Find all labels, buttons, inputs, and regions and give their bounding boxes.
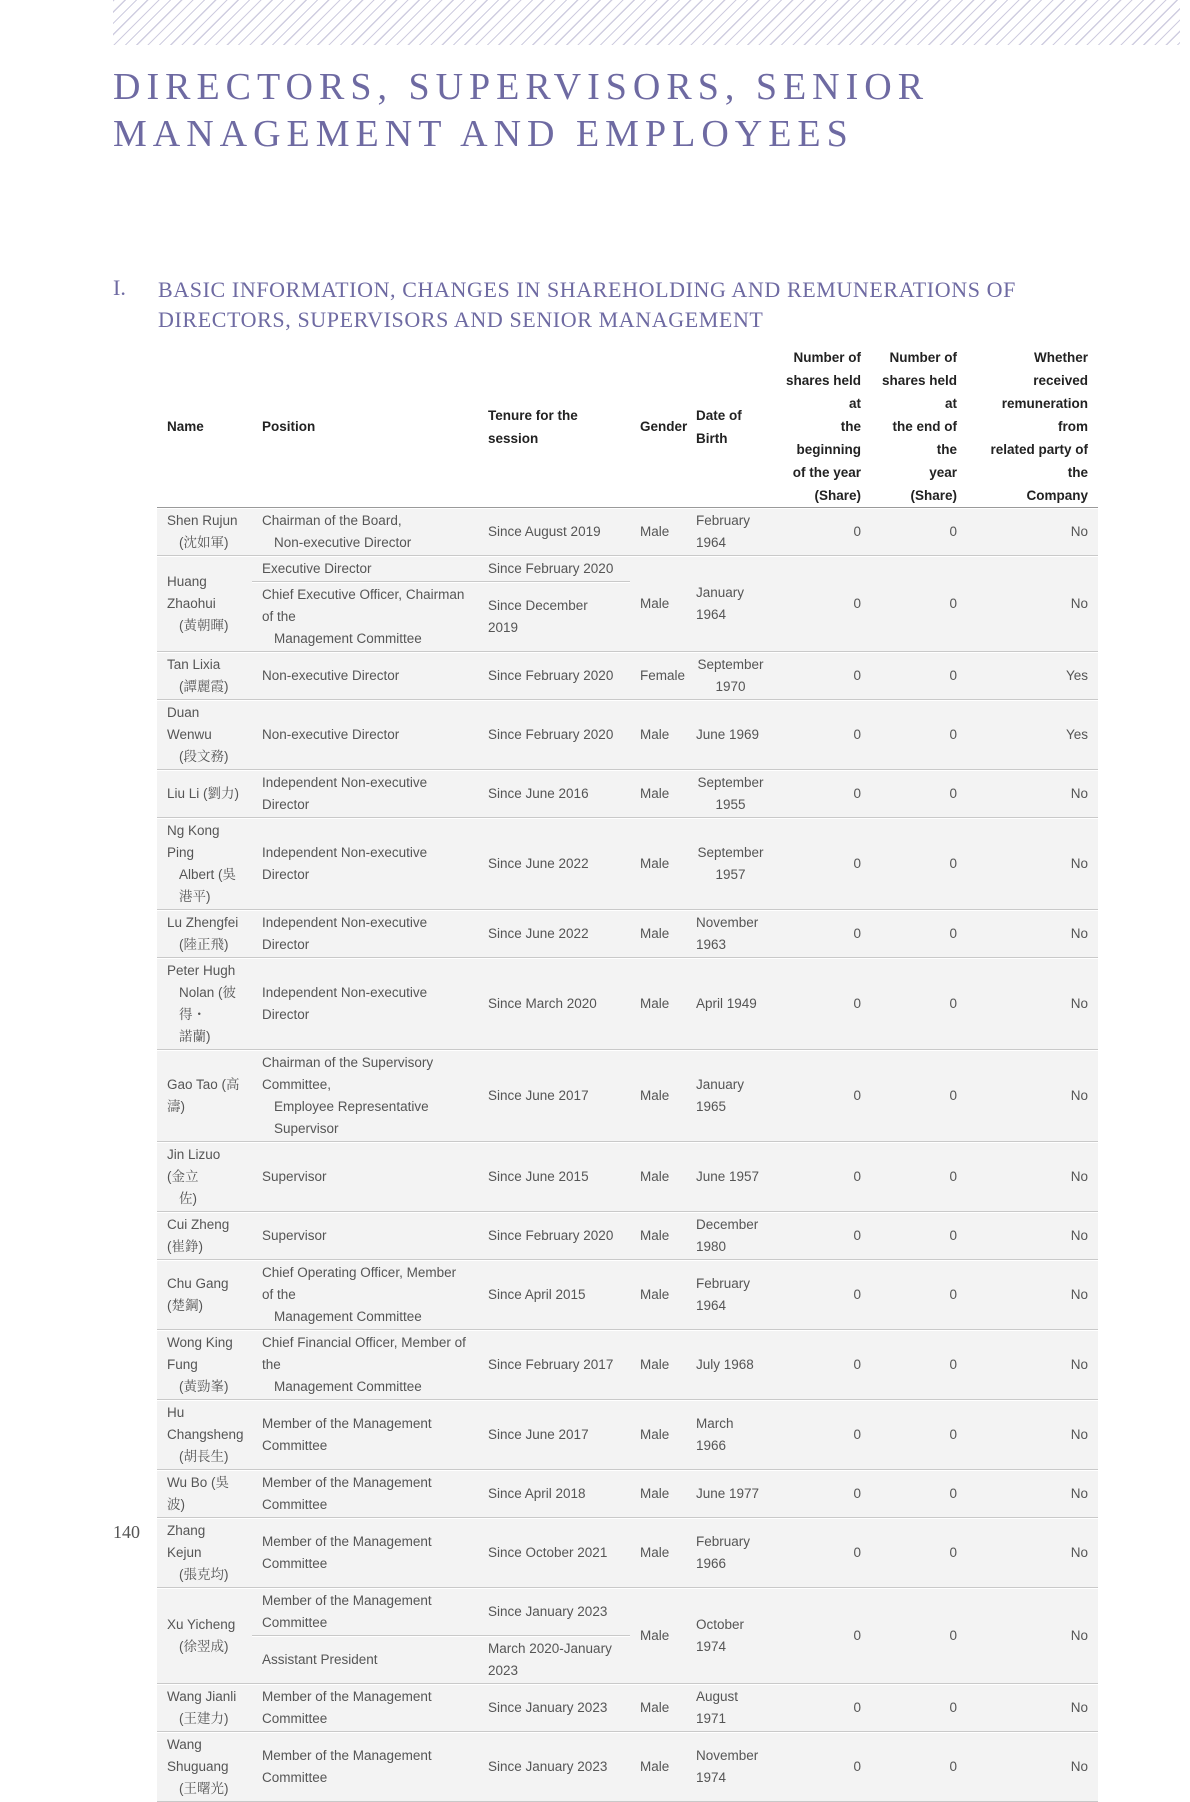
cell-line: Assistant President bbox=[262, 1652, 378, 1667]
cell-shares-begin: 0 bbox=[775, 1400, 871, 1470]
section-title-line-1: BASIC INFORMATION, CHANGES IN SHAREHOLDING AND REMUNERATIONS OF bbox=[158, 277, 1016, 302]
cell-line: Chief Operating Officer, Member of the bbox=[262, 1265, 457, 1302]
cell-shares-end: 0 bbox=[871, 652, 967, 700]
cell-tenure: Since February 2020 bbox=[478, 652, 630, 700]
cell-line: Supervisor bbox=[262, 1169, 327, 1184]
cell-gender: Male bbox=[630, 700, 686, 770]
header-remuneration bbox=[967, 346, 1098, 508]
cell-line: February 1966 bbox=[696, 1534, 751, 1571]
cell-shares-end: 0 bbox=[871, 818, 967, 910]
cell-line: Shen Rujun bbox=[167, 513, 238, 528]
table-row bbox=[157, 1470, 1098, 1518]
cell-shares-end: 0 bbox=[871, 700, 967, 770]
header-remuneration-line: related party of the bbox=[990, 442, 1088, 480]
cell-position bbox=[252, 1142, 478, 1212]
cell-position bbox=[252, 1518, 478, 1588]
page-title bbox=[113, 64, 929, 158]
cell-name bbox=[157, 1330, 252, 1400]
cell-line: Member of the Management Committee bbox=[262, 1748, 432, 1785]
cell-line: 諾蘭) bbox=[179, 1029, 211, 1044]
cell-name bbox=[157, 1212, 252, 1260]
cell-gender: Female bbox=[630, 652, 686, 700]
page-title-line-1: DIRECTORS, SUPERVISORS, SENIOR bbox=[113, 66, 930, 108]
cell-dob bbox=[686, 1260, 775, 1330]
cell-position: Executive Director bbox=[252, 556, 478, 582]
cell-line: Member of the Management Committee bbox=[262, 1689, 432, 1726]
cell-line: 1957 bbox=[715, 867, 746, 882]
table-row bbox=[157, 1050, 1098, 1142]
cell-position bbox=[252, 652, 478, 700]
cell-name bbox=[157, 1400, 252, 1470]
table-row bbox=[157, 1260, 1098, 1330]
cell-line: (譚麗霞) bbox=[179, 679, 229, 694]
cell-line: Duan Wenwu bbox=[167, 705, 212, 742]
header-shares-end-line: shares held at bbox=[881, 373, 957, 411]
cell-line: Independent Non-executive Director bbox=[262, 915, 428, 952]
cell-remuneration: No bbox=[967, 958, 1098, 1050]
cell-shares-end: 0 bbox=[871, 1470, 967, 1518]
header-shares-begin-line: of the year bbox=[792, 465, 861, 480]
cell-line: Employee Representative Supervisor bbox=[274, 1099, 429, 1136]
cell-shares-begin: 0 bbox=[775, 818, 871, 910]
cell-tenure: Since April 2015 bbox=[478, 1260, 630, 1330]
cell-position bbox=[252, 1260, 478, 1330]
cell-shares-begin: 0 bbox=[775, 1470, 871, 1518]
cell-remuneration: No bbox=[967, 910, 1098, 958]
cell-line: (黃朝暉) bbox=[179, 618, 229, 633]
header-position: Position bbox=[252, 346, 478, 508]
cell-dob bbox=[686, 1050, 775, 1142]
cell-dob bbox=[686, 1400, 775, 1470]
section-title bbox=[158, 275, 1098, 335]
section-number: I. bbox=[113, 275, 126, 300]
cell-line: (段文務) bbox=[179, 749, 229, 764]
cell-dob bbox=[686, 556, 775, 652]
cell-line: (陸正飛) bbox=[179, 937, 229, 952]
cell-position bbox=[252, 910, 478, 958]
cell-tenure: Since February 2017 bbox=[478, 1330, 630, 1400]
cell-gender: Male bbox=[630, 1260, 686, 1330]
cell-line: Xu Yicheng bbox=[167, 1617, 236, 1632]
cell-line: Ng Kong Ping bbox=[167, 823, 220, 860]
cell-line: June 1957 bbox=[696, 1169, 760, 1184]
cell-line: September bbox=[697, 775, 764, 790]
cell-name bbox=[157, 958, 252, 1050]
table-body bbox=[157, 508, 1098, 1802]
directors-table bbox=[157, 346, 1098, 1802]
cell-tenure: Since February 2020 bbox=[478, 1212, 630, 1260]
cell-position bbox=[252, 1684, 478, 1732]
cell-shares-begin: 0 bbox=[775, 1518, 871, 1588]
cell-position bbox=[252, 770, 478, 818]
cell-tenure: Since June 2017 bbox=[478, 1050, 630, 1142]
header-shares-end bbox=[871, 346, 967, 508]
table-row bbox=[157, 1684, 1098, 1732]
cell-name bbox=[157, 1142, 252, 1212]
cell-line: Chief Executive Officer, Chairman of the bbox=[262, 587, 465, 624]
cell-remuneration: No bbox=[967, 1518, 1098, 1588]
cell-dob bbox=[686, 818, 775, 910]
cell-line: 1955 bbox=[715, 797, 746, 812]
cell-name bbox=[157, 1518, 252, 1588]
header-shares-end-line: year (Share) bbox=[910, 465, 957, 503]
cell-remuneration: Yes bbox=[967, 700, 1098, 770]
header-dob: Date of Birth bbox=[686, 346, 775, 508]
cell-remuneration: No bbox=[967, 1732, 1098, 1802]
cell-gender: Male bbox=[630, 1684, 686, 1732]
cell-gender: Male bbox=[630, 958, 686, 1050]
page-title-line-2: MANAGEMENT AND EMPLOYEES bbox=[113, 113, 854, 155]
cell-shares-end: 0 bbox=[871, 1732, 967, 1802]
cell-shares-begin: 0 bbox=[775, 910, 871, 958]
cell-line: Zhang Kejun bbox=[167, 1523, 206, 1560]
cell-line: (徐翌成) bbox=[179, 1639, 229, 1654]
cell-dob bbox=[686, 700, 775, 770]
cell-line: Tan Lixia bbox=[167, 657, 221, 672]
table-row bbox=[157, 770, 1098, 818]
cell-remuneration: No bbox=[967, 1588, 1098, 1684]
cell-tenure: Since June 2022 bbox=[478, 818, 630, 910]
header-tenure: Tenure for the session bbox=[478, 346, 630, 508]
cell-gender: Male bbox=[630, 1518, 686, 1588]
cell-dob bbox=[686, 508, 775, 556]
cell-line: Albert (吳港平) bbox=[179, 867, 237, 904]
cell-line: June 1977 bbox=[696, 1486, 760, 1501]
cell-line: June 1969 bbox=[696, 727, 760, 742]
cell-shares-begin: 0 bbox=[775, 700, 871, 770]
cell-line: Management Committee bbox=[274, 1309, 422, 1324]
cell-gender: Male bbox=[630, 1212, 686, 1260]
cell-remuneration: No bbox=[967, 1470, 1098, 1518]
cell-tenure: Since March 2020 bbox=[478, 958, 630, 1050]
cell-gender: Male bbox=[630, 1050, 686, 1142]
cell-line: 佐) bbox=[179, 1191, 197, 1206]
cell-shares-begin: 0 bbox=[775, 1142, 871, 1212]
cell-line: February 1964 bbox=[696, 1276, 751, 1313]
cell-shares-end: 0 bbox=[871, 556, 967, 652]
cell-line: Supervisor bbox=[262, 1228, 327, 1243]
cell-shares-begin: 0 bbox=[775, 958, 871, 1050]
table-row bbox=[157, 1588, 1098, 1636]
decorative-hatch-band bbox=[113, 0, 1180, 45]
cell-tenure: Since October 2021 bbox=[478, 1518, 630, 1588]
table-row bbox=[157, 1142, 1098, 1212]
cell-remuneration: No bbox=[967, 1684, 1098, 1732]
cell-line: Management Committee bbox=[274, 1379, 422, 1394]
cell-gender: Male bbox=[630, 818, 686, 910]
cell-line: November 1974 bbox=[696, 1748, 759, 1785]
cell-name bbox=[157, 818, 252, 910]
cell-gender: Male bbox=[630, 1470, 686, 1518]
cell-name bbox=[157, 770, 252, 818]
table-row bbox=[157, 1212, 1098, 1260]
cell-shares-end: 0 bbox=[871, 1684, 967, 1732]
cell-line: Wong King Fung bbox=[167, 1335, 233, 1372]
table-row bbox=[157, 1732, 1098, 1802]
cell-position bbox=[252, 582, 478, 652]
cell-remuneration: No bbox=[967, 1212, 1098, 1260]
cell-dob bbox=[686, 1518, 775, 1588]
cell-name bbox=[157, 1732, 252, 1802]
cell-remuneration: No bbox=[967, 1330, 1098, 1400]
cell-name bbox=[157, 1588, 252, 1684]
cell-line: Chairman of the Supervisory Committee, bbox=[262, 1055, 434, 1092]
cell-shares-begin: 0 bbox=[775, 1588, 871, 1684]
page-number: 140 bbox=[113, 1522, 140, 1542]
cell-shares-end: 0 bbox=[871, 1260, 967, 1330]
cell-line: Huang Zhaohui bbox=[167, 574, 216, 611]
cell-remuneration: No bbox=[967, 1050, 1098, 1142]
cell-dob bbox=[686, 910, 775, 958]
cell-shares-begin: 0 bbox=[775, 1732, 871, 1802]
cell-remuneration: No bbox=[967, 770, 1098, 818]
table-row bbox=[157, 700, 1098, 770]
cell-shares-begin: 0 bbox=[775, 652, 871, 700]
cell-gender: Male bbox=[630, 1142, 686, 1212]
cell-line: November 1963 bbox=[696, 915, 759, 952]
cell-shares-begin: 0 bbox=[775, 1050, 871, 1142]
table-row bbox=[157, 508, 1098, 556]
cell-shares-end: 0 bbox=[871, 1330, 967, 1400]
cell-line: (王建力) bbox=[179, 1711, 229, 1726]
header-gender: Gender bbox=[630, 346, 686, 508]
cell-gender: Male bbox=[630, 770, 686, 818]
cell-name bbox=[157, 652, 252, 700]
cell-name bbox=[157, 1260, 252, 1330]
cell-shares-end: 0 bbox=[871, 508, 967, 556]
cell-name bbox=[157, 910, 252, 958]
cell-position bbox=[252, 1636, 478, 1684]
cell-line: January 1964 bbox=[696, 585, 745, 622]
cell-line: Nolan (彼得・ bbox=[179, 985, 237, 1022]
cell-gender: Male bbox=[630, 910, 686, 958]
header-shares-begin-line: shares held at bbox=[785, 373, 861, 411]
header-shares-begin bbox=[775, 346, 871, 508]
header-remuneration-line: Company bbox=[1026, 488, 1088, 503]
cell-line: Independent Non-executive Director bbox=[262, 985, 428, 1022]
cell-position bbox=[252, 1212, 478, 1260]
cell-remuneration: No bbox=[967, 1400, 1098, 1470]
header-shares-begin-line: Number of bbox=[793, 350, 861, 365]
cell-line: Non-executive Director bbox=[262, 727, 400, 742]
cell-dob bbox=[686, 770, 775, 818]
cell-line: Chairman of the Board, bbox=[262, 513, 402, 528]
cell-line: Liu Li (劉力) bbox=[167, 786, 240, 801]
cell-shares-begin: 0 bbox=[775, 1212, 871, 1260]
cell-line: (黃勁峯) bbox=[179, 1379, 229, 1394]
cell-dob bbox=[686, 1588, 775, 1684]
cell-tenure: Since June 2016 bbox=[478, 770, 630, 818]
cell-line: July 1968 bbox=[696, 1357, 754, 1372]
cell-tenure: Since June 2022 bbox=[478, 910, 630, 958]
cell-name bbox=[157, 1470, 252, 1518]
cell-line: Jin Lizuo (金立 bbox=[167, 1147, 221, 1184]
cell-gender: Male bbox=[630, 1400, 686, 1470]
cell-line: Cui Zheng (崔錚) bbox=[167, 1217, 230, 1254]
header-remuneration-line: remuneration from bbox=[1001, 396, 1088, 434]
cell-dob bbox=[686, 1142, 775, 1212]
cell-shares-begin: 0 bbox=[775, 508, 871, 556]
cell-tenure: Since February 2020 bbox=[478, 556, 630, 582]
cell-gender: Male bbox=[630, 1330, 686, 1400]
cell-name bbox=[157, 1684, 252, 1732]
cell-tenure: Since January 2023 bbox=[478, 1588, 630, 1636]
section-title-line-2: DIRECTORS, SUPERVISORS AND SENIOR MANAGEMENT bbox=[158, 307, 764, 332]
cell-line: Non-executive Director bbox=[274, 535, 412, 550]
cell-position bbox=[252, 700, 478, 770]
cell-shares-end: 0 bbox=[871, 1518, 967, 1588]
cell-line: Member of the Management Committee bbox=[262, 1475, 432, 1512]
cell-shares-end: 0 bbox=[871, 1400, 967, 1470]
cell-gender: Male bbox=[630, 1588, 686, 1684]
cell-line: Wu Bo (吳波) bbox=[167, 1475, 230, 1512]
cell-line: Gao Tao (高濤) bbox=[167, 1077, 240, 1114]
cell-shares-end: 0 bbox=[871, 910, 967, 958]
cell-remuneration: No bbox=[967, 1142, 1098, 1212]
cell-name bbox=[157, 508, 252, 556]
cell-position bbox=[252, 1330, 478, 1400]
cell-tenure: Since December 2019 bbox=[478, 582, 630, 652]
cell-remuneration: No bbox=[967, 818, 1098, 910]
cell-gender: Male bbox=[630, 1732, 686, 1802]
table-row bbox=[157, 910, 1098, 958]
cell-dob bbox=[686, 1212, 775, 1260]
cell-line: Peter Hugh bbox=[167, 963, 236, 978]
cell-dob bbox=[686, 1470, 775, 1518]
table-row bbox=[157, 818, 1098, 910]
cell-line: 1970 bbox=[715, 679, 746, 694]
cell-line: March 1966 bbox=[696, 1416, 734, 1453]
cell-shares-begin: 0 bbox=[775, 1330, 871, 1400]
cell-line: Management Committee bbox=[274, 631, 422, 646]
table-row bbox=[157, 1518, 1098, 1588]
cell-gender: Male bbox=[630, 556, 686, 652]
cell-line: Wang Jianli bbox=[167, 1689, 237, 1704]
cell-line: (胡長生) bbox=[179, 1449, 229, 1464]
cell-line: Member of the Management Committee bbox=[262, 1534, 432, 1571]
cell-line: Wang Shuguang bbox=[167, 1737, 229, 1774]
table-row bbox=[157, 1330, 1098, 1400]
cell-name bbox=[157, 556, 252, 652]
cell-line: April 1949 bbox=[696, 996, 757, 1011]
table-row bbox=[157, 652, 1098, 700]
cell-line: August 1971 bbox=[696, 1689, 739, 1726]
cell-tenure: Since February 2020 bbox=[478, 700, 630, 770]
cell-tenure: March 2020-January 2023 bbox=[478, 1636, 630, 1684]
cell-shares-end: 0 bbox=[871, 1142, 967, 1212]
cell-shares-begin: 0 bbox=[775, 1684, 871, 1732]
cell-position bbox=[252, 1400, 478, 1470]
cell-tenure: Since June 2015 bbox=[478, 1142, 630, 1212]
cell-shares-end: 0 bbox=[871, 958, 967, 1050]
cell-line: Member of the Management Committee bbox=[262, 1416, 432, 1453]
cell-line: January 1965 bbox=[696, 1077, 745, 1114]
header-shares-end-line: the end of the bbox=[892, 419, 957, 457]
cell-position bbox=[252, 1470, 478, 1518]
cell-dob bbox=[686, 1732, 775, 1802]
cell-shares-begin: 0 bbox=[775, 556, 871, 652]
cell-name bbox=[157, 700, 252, 770]
cell-line: Independent Non-executive Director bbox=[262, 845, 428, 882]
cell-line: December 1980 bbox=[696, 1217, 759, 1254]
cell-shares-begin: 0 bbox=[775, 770, 871, 818]
cell-shares-end: 0 bbox=[871, 1588, 967, 1684]
cell-line: Non-executive Director bbox=[262, 668, 400, 683]
cell-position bbox=[252, 818, 478, 910]
table-row bbox=[157, 958, 1098, 1050]
cell-remuneration: Yes bbox=[967, 652, 1098, 700]
cell-line: Lu Zhengfei bbox=[167, 915, 239, 930]
directors-table-wrapper bbox=[157, 346, 1098, 1802]
cell-dob bbox=[686, 652, 775, 700]
cell-shares-begin: 0 bbox=[775, 1260, 871, 1330]
cell-tenure: Since August 2019 bbox=[478, 508, 630, 556]
cell-line: September bbox=[697, 845, 764, 860]
cell-name bbox=[157, 1050, 252, 1142]
header-shares-end-line: Number of bbox=[889, 350, 957, 365]
header-shares-begin-line: the beginning bbox=[796, 419, 861, 457]
cell-dob bbox=[686, 958, 775, 1050]
cell-line: Chief Financial Officer, Member of the bbox=[262, 1335, 466, 1372]
cell-position bbox=[252, 1732, 478, 1802]
cell-line: (王曙光) bbox=[179, 1781, 229, 1796]
cell-line: Hu Changsheng bbox=[167, 1405, 244, 1442]
header-name: Name bbox=[157, 346, 252, 508]
cell-line: (沈如軍) bbox=[179, 535, 229, 550]
cell-shares-end: 0 bbox=[871, 770, 967, 818]
cell-line: October 1974 bbox=[696, 1617, 745, 1654]
cell-tenure: Since January 2023 bbox=[478, 1732, 630, 1802]
cell-position bbox=[252, 958, 478, 1050]
cell-dob bbox=[686, 1684, 775, 1732]
cell-dob bbox=[686, 1330, 775, 1400]
cell-gender: Male bbox=[630, 508, 686, 556]
cell-position bbox=[252, 508, 478, 556]
cell-remuneration: No bbox=[967, 1260, 1098, 1330]
cell-position: Member of the Management Committee bbox=[252, 1588, 478, 1636]
cell-line: Independent Non-executive Director bbox=[262, 775, 428, 812]
table-row bbox=[157, 556, 1098, 582]
table-row bbox=[157, 1400, 1098, 1470]
cell-remuneration: No bbox=[967, 556, 1098, 652]
cell-position bbox=[252, 1050, 478, 1142]
cell-shares-end: 0 bbox=[871, 1050, 967, 1142]
cell-tenure: Since April 2018 bbox=[478, 1470, 630, 1518]
table-header-row bbox=[157, 346, 1098, 508]
cell-line: February 1964 bbox=[696, 513, 751, 550]
cell-line: September bbox=[697, 657, 764, 672]
cell-line: (張克均) bbox=[179, 1567, 229, 1582]
cell-remuneration: No bbox=[967, 508, 1098, 556]
cell-line: Chu Gang (楚鋼) bbox=[167, 1276, 229, 1313]
cell-tenure: Since January 2023 bbox=[478, 1684, 630, 1732]
cell-tenure: Since June 2017 bbox=[478, 1400, 630, 1470]
header-remuneration-line: Whether received bbox=[1033, 350, 1088, 388]
header-shares-begin-line: (Share) bbox=[814, 488, 861, 503]
cell-shares-end: 0 bbox=[871, 1212, 967, 1260]
